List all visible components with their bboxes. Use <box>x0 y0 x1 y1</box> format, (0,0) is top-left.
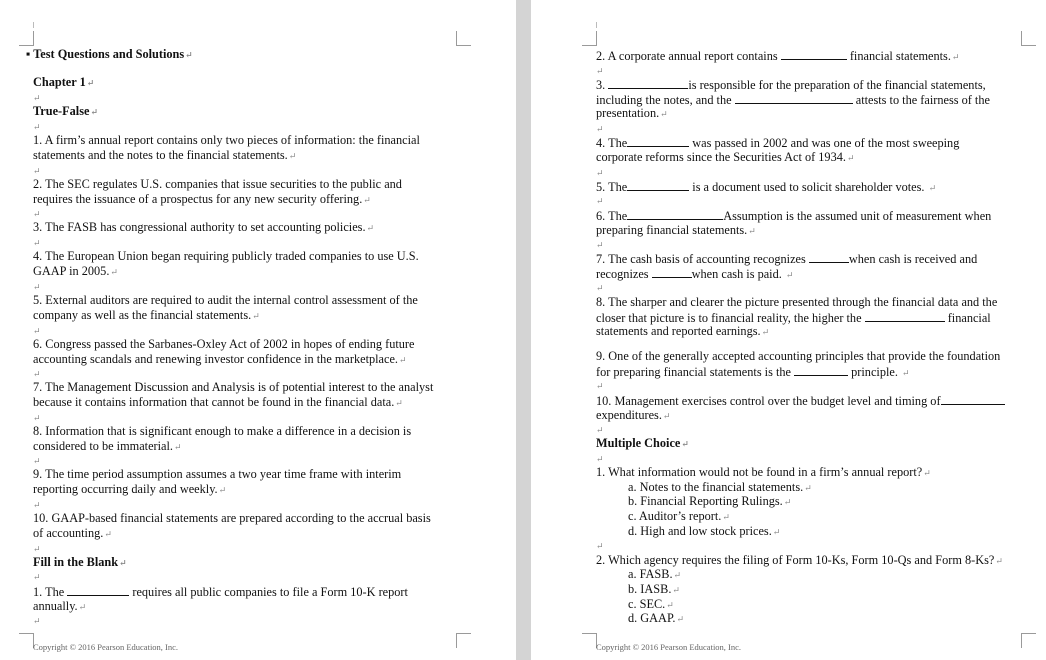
mc-option: c. SEC.↵ <box>628 597 674 611</box>
multiple-choice-heading: Multiple Choice↵ <box>596 436 689 450</box>
answer-blank <box>652 266 692 278</box>
bullet-icon: ▪ <box>26 47 34 61</box>
answer-blank <box>794 364 848 376</box>
crop-mark-top-right <box>456 31 471 46</box>
mc-question-1: 1. What information would not be found in a firm’s annual report?↵ <box>596 465 931 479</box>
true-false-heading: True-False↵ <box>33 104 99 118</box>
mc-option: d. GAAP.↵ <box>628 611 685 625</box>
fib-question-5: 5. The is a document used to solicit shareholder votes. ↵ <box>596 180 937 194</box>
mc-option: b. IASB.↵ <box>628 582 680 596</box>
tf-question-8: 8. Information that is significant enough to make a difference in a decision is <box>33 424 412 438</box>
crop-mark-bottom-right <box>456 633 471 648</box>
page-footer: Copyright © 2016 Pearson Education, Inc. <box>596 642 742 652</box>
paragraph-mark-icon: ↵ <box>33 93 41 103</box>
answer-blank <box>627 208 723 220</box>
crop-mark-top-right <box>1021 31 1036 46</box>
chapter-heading: Chapter 1↵ <box>33 75 95 89</box>
mc-option: b. Financial Reporting Rulings.↵ <box>628 494 792 508</box>
crop-tick <box>596 22 597 28</box>
answer-blank <box>627 179 689 191</box>
answer-blank <box>865 310 945 322</box>
crop-tick <box>33 22 34 28</box>
paragraph-mark-icon: ↵ <box>185 50 193 60</box>
tf-question-2: 2. The SEC regulates U.S. companies that issue securities to the public and <box>33 177 402 191</box>
fib-question-10: 10. Management exercises control over the budget level and timing of <box>596 393 1005 409</box>
mc-question-2: 2. Which agency requires the filing of Form 10-Ks, Form 10-Qs and Form 8-Ks?↵ <box>596 553 1003 567</box>
tf-question-10: 10. GAAP-based financial statements are prepared according to the accrual basis <box>33 511 431 525</box>
fib-question-1: 1. The requires all public companies to file a Form 10-K report <box>33 585 408 599</box>
document-page-left: ▪ Test Questions and Solutions↵ Chapter 1↵ ↵ True-False↵ ↵ 1. A firm’s annual report contains only two pieces of information: the financial statements and the notes to the financial statements.↵ ↵ 2. The SEC regulates U.S. companies that issue securities to the public and requires the issuance of a prospectus for any new security offering.↵ ↵ 3. The FASB has congressional authority to set accounting policies.↵ ↵ 4. The European Union began requiring publicly traded companies to use U.S. GAAP in 2005.↵ ↵ 5. External auditors are required to audit the internal control assessment of the company as well as the financial statements.↵ ↵ 6. Congress passed the Sarbanes-Oxley Act of 2002 in hopes of ending future accounting scandals and renewing investor confidence in the marketplace.↵ ↵ 7. The Management Discussion and Analysis is of potential interest to the analyst because it contains information that cannot be found in the financial data.↵ ↵ 8. Information that is significant enough to make a difference in a decision is considered to be immaterial.↵ ↵ 9. The time period assumption assumes a two year time frame with interim reporting occurring daily and weekly.↵ ↵ 10. GAAP-based financial statements are prepared according to the accrual basis of accounting.↵ ↵ Fill in the Blank↵ ↵ 1. The requires all public companies to file a Form 10-K report annually.↵ ↵ Copyright © 2016 Pearson Education, Inc. <box>0 0 516 660</box>
tf-question-5: 5. External auditors are required to audit the internal control assessment of the <box>33 293 418 307</box>
crop-mark-top-left <box>19 31 34 46</box>
tf-question-7: 7. The Management Discussion and Analysis is of potential interest to the analyst <box>33 380 434 394</box>
answer-blank <box>627 135 689 147</box>
document-title: ▪ Test Questions and Solutions↵ <box>26 47 193 61</box>
fill-blank-heading: Fill in the Blank↵ <box>33 555 127 569</box>
answer-blank <box>941 393 1005 405</box>
tf-question-6: 6. Congress passed the Sarbanes-Oxley Act of 2002 in hopes of ending future <box>33 337 415 351</box>
tf-question-4: 4. The European Union began requiring publicly traded companies to use U.S. <box>33 249 419 263</box>
crop-mark-bottom-right <box>1021 633 1036 648</box>
tf-question-1: 1. A firm’s annual report contains only two pieces of information: the financial <box>33 133 420 147</box>
answer-blank <box>67 584 129 596</box>
fib-question-7: 7. The cash basis of accounting recognizes when cash is received and <box>596 252 978 266</box>
page-gutter <box>516 0 531 660</box>
fib-question-6: 6. The Assumption is the assumed unit of measurement when <box>596 209 992 223</box>
page-footer: Copyright © 2016 Pearson Education, Inc. <box>33 642 179 652</box>
fib-question-8: 8. The sharper and clearer the picture presented through the financial data and the <box>596 295 998 309</box>
document-page-right: 2. A corporate annual report contains financial statements.↵ ↵ 3. is responsible for the preparation of the financial statements, including the notes, and the attests to the fairness of the presentation.↵ ↵ 4. The was passed in 2002 and was one of the most sweeping corporate reforms since the Securities Act of 1934.↵ ↵ 5. The is a document used to solicit shareholder votes. ↵ ↵ 6. The Assumption is the assumed unit of measurement when preparing financial statements.↵ ↵ 7. The cash basis of accounting recognizes when cash is received and recognizes when cash is paid. ↵ ↵ 8. The sharper and clearer the picture presented through the financial data and the closer that picture is to financial reality, the higher the financial statements and reported earnings.↵ 9. One of the generally accepted accounting principles that provide the foundation for preparing financial statements is the principle. ↵ ↵ 10. Management exercises control over the budget level and timing of expenditures.↵ ↵ Multiple Choice↵ ↵ 1. What information would not be found in a firm’s annual report?↵ a. Notes to the financial statements.↵ b. Financial Reporting Rulings.↵ c. Auditor’s report.↵ d. High and low stock prices.↵ ↵ 2. Which agency requires the filing of Form 10-Ks, Form 10-Qs and Form 8-Ks?↵ a. FASB.↵ b. IASB.↵ c. SEC.↵ d. GAAP.↵ Copyright © 2016 Pearson Education, Inc. <box>531 0 1046 660</box>
crop-mark-bottom-left <box>582 633 597 648</box>
fib-question-4: 4. The was passed in 2002 and was one of the most sweeping <box>596 136 960 150</box>
fib-question-2: 2. A corporate annual report contains financial statements.↵ <box>596 49 960 63</box>
mc-option: d. High and low stock prices.↵ <box>628 524 781 538</box>
fib-question-9: 9. One of the generally accepted accounting principles that provide the foundation <box>596 349 1001 363</box>
mc-option: a. Notes to the financial statements.↵ <box>628 480 812 494</box>
mc-option: c. Auditor’s report.↵ <box>628 509 730 523</box>
crop-mark-top-left <box>582 31 597 46</box>
fib-question-3: 3. is responsible for the preparation of the financial statements, <box>596 78 986 92</box>
answer-blank <box>781 48 847 60</box>
answer-blank <box>809 251 849 263</box>
answer-blank <box>608 77 688 89</box>
tf-question-9: 9. The time period assumption assumes a two year time frame with interim <box>33 467 402 481</box>
crop-mark-bottom-left <box>19 633 34 648</box>
tf-question-3: 3. The FASB has congressional authority to set accounting policies.↵ <box>33 220 375 234</box>
answer-blank <box>735 92 853 104</box>
mc-option: a. FASB.↵ <box>628 567 682 581</box>
